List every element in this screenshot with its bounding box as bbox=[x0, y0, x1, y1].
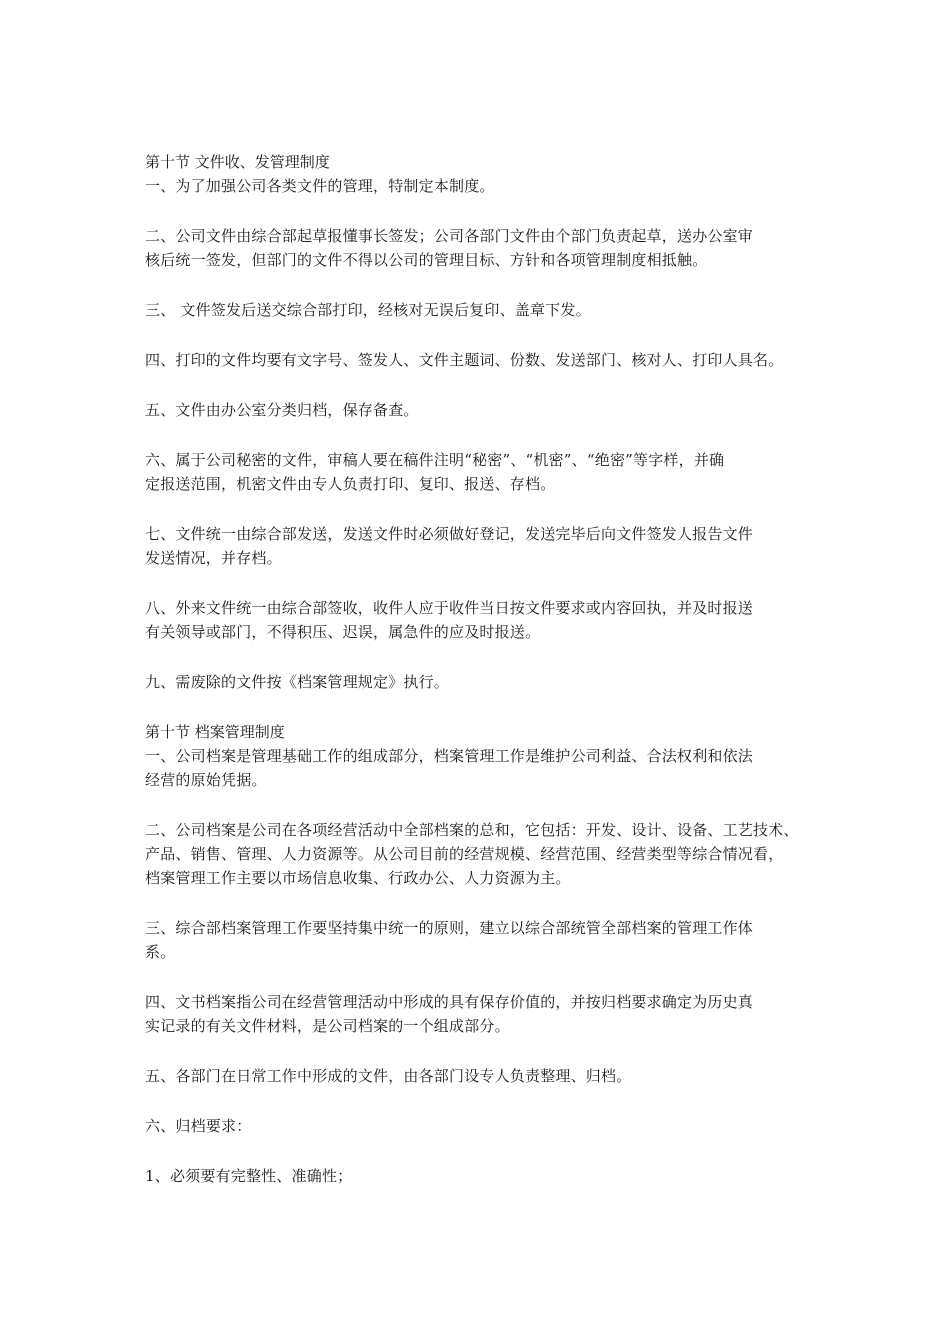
paragraph-1-2b: 核后统一签发，但部门的文件不得以公司的管理目标、方针和各项管理制度相抵触。 bbox=[145, 251, 708, 269]
paragraph-2-2b: 产品、销售、管理、人力资源等。从公司目前的经营规模、经营范围、经营类型等综合情况看， bbox=[145, 845, 784, 863]
paragraph-1-6b: 定报送范围，机密文件由专人负责打印、复印、报送、存档。 bbox=[145, 475, 556, 493]
paragraph-1-3: 三、 文件签发后送交综合部打印，经核对无误后复印、盖章下发。 bbox=[145, 301, 591, 319]
paragraph-2-6-1: 1、必须要有完整性、准确性； bbox=[145, 1167, 353, 1185]
paragraph-1-8a: 八、外来文件统一由综合部签收，收件人应于收件当日按文件要求或内容回执，并及时报送 bbox=[145, 599, 754, 617]
paragraph-1-1: 一、为了加强公司各类文件的管理，特制定本制度。 bbox=[145, 177, 495, 195]
document-page bbox=[145, 150, 825, 1188]
section-heading-file-management: 第十节 文件收、发管理制度 bbox=[145, 153, 330, 171]
section-heading-archive-management: 第十节 档案管理制度 bbox=[145, 723, 285, 741]
paragraph-2-2c: 档案管理工作主要以市场信息收集、行政办公、人力资源为主。 bbox=[145, 869, 571, 887]
paragraph-1-6a: 六、属于公司秘密的文件，审稿人要在稿件注明“秘密”、“机密”、“绝密”等字样，并确 bbox=[145, 451, 725, 469]
paragraph-2-6: 六、归档要求： bbox=[145, 1117, 252, 1135]
paragraph-2-5: 五、各部门在日常工作中形成的文件，由各部门设专人负责整理、归档。 bbox=[145, 1067, 632, 1085]
paragraph-2-1a: 一、公司档案是管理基础工作的组成部分，档案管理工作是维护公司利益、合法权利和依法 bbox=[145, 747, 754, 765]
paragraph-2-2a: 二、公司档案是公司在各项经营活动中全部档案的总和，它包括：开发、设计、设备、工艺技术、 bbox=[145, 821, 799, 839]
paragraph-2-4b: 实记录的有关文件材料，是公司档案的一个组成部分。 bbox=[145, 1017, 510, 1035]
paragraph-2-3a: 三、综合部档案管理工作要坚持集中统一的原则，建立以综合部统管全部档案的管理工作体 bbox=[145, 919, 754, 937]
paragraph-1-8b: 有关领导或部门，不得积压、迟误，属急件的应及时报送。 bbox=[145, 623, 541, 641]
paragraph-2-3b: 系。 bbox=[145, 943, 176, 961]
paragraph-1-2a: 二、公司文件由综合部起草报懂事长签发；公司各部门文件由个部门负责起草，送办公室审 bbox=[145, 227, 754, 245]
paragraph-1-7a: 七、文件统一由综合部发送，发送文件时必须做好登记，发送完毕后向文件签发人报告文件 bbox=[145, 525, 754, 543]
paragraph-2-1b: 经营的原始凭据。 bbox=[145, 771, 267, 789]
paragraph-2-4a: 四、文书档案指公司在经营管理活动中形成的具有保存价值的，并按归档要求确定为历史真 bbox=[145, 993, 754, 1011]
paragraph-1-9: 九、需废除的文件按《档案管理规定》执行。 bbox=[145, 673, 450, 691]
paragraph-1-4: 四、打印的文件均要有文字号、签发人、文件主题词、份数、发送部门、核对人、打印人具名。 bbox=[145, 351, 784, 369]
paragraph-1-7b: 发送情况，并存档。 bbox=[145, 549, 282, 567]
paragraph-1-5: 五、文件由办公室分类归档，保存备查。 bbox=[145, 401, 419, 419]
